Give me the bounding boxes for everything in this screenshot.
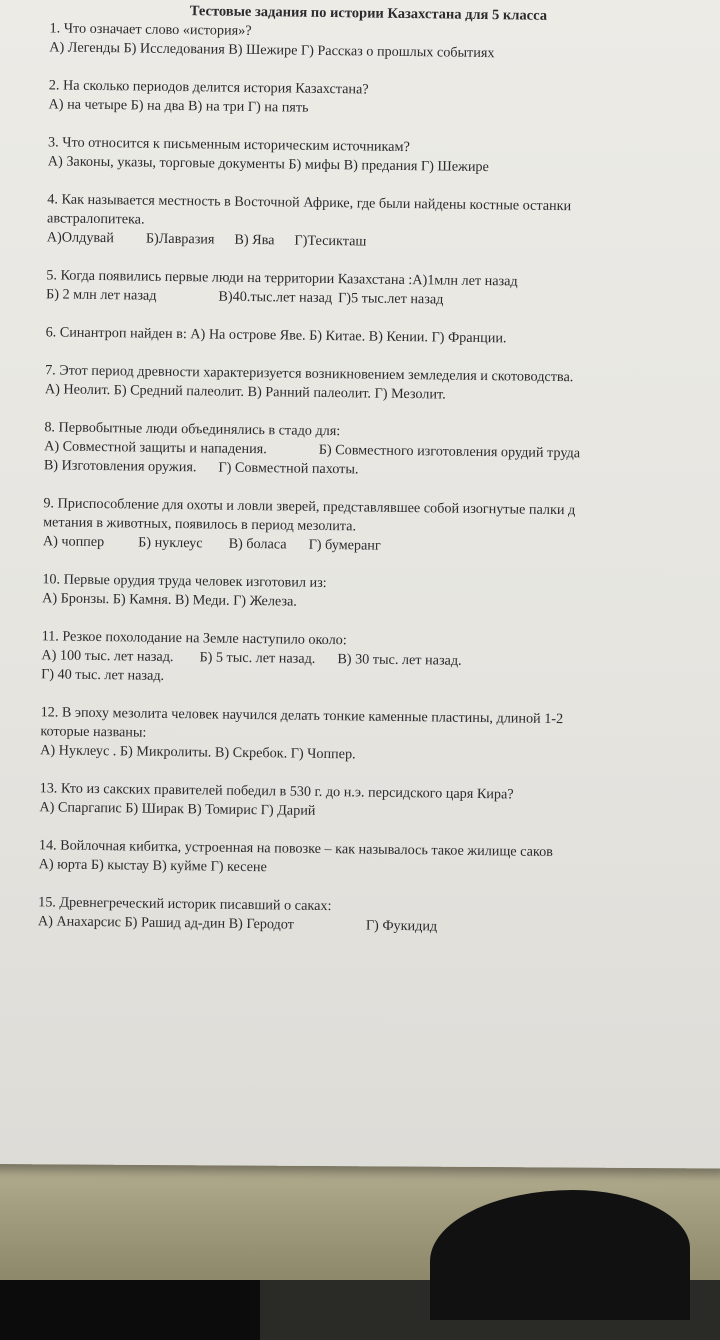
answer-option: Г) Совместной пахоты. [218,459,359,478]
answer-option: Б) 5 тыс. лет назад. [199,649,316,667]
answer-option: А) Анахарсис Б) Рашид ад-дин В) Геродот [37,913,295,933]
answer-option: В) 30 тыс. лет назад. [337,651,462,669]
question-9 [43,494,720,560]
test-content [38,0,720,940]
answer-option: В) Изготовления оружия. [43,457,197,476]
answer-option: В) боласа [228,535,287,553]
answer-option: В) Ява [234,231,275,249]
answer-option: А)Олдувай [46,229,114,247]
question-text: метания в животных, появилось в период мезолита. [43,514,357,535]
answer-option: А) Спаргапис Б) Ширак В) Томирис Г) Дарий [39,799,316,819]
answer-option: Г) бумеранг [308,536,381,554]
answer-option: А) на четыре Б) на два В) на три Г) на пять [48,96,309,116]
question-text: 14. Войлочная кибитка, устроенная на повозке – как называлось такое жилище саков [38,837,554,860]
question-text: 13. Кто из сакских правителей победил в 530 г. до н.э. персидского царя Кира? [39,780,514,803]
question-text: 5. Когда появились первые люди на территории Казахстана :А)1млн лет назад [46,267,518,290]
question-12 [40,703,720,769]
answer-option: Г) Фукидид [365,917,438,935]
question-text: которые названы: [40,723,147,741]
question-text: 12. В эпоху мезолита человек научился делать тонкие каменные пластины, длиной 1-2 [40,704,564,728]
answer-option: Б) нуклеус [138,534,203,552]
question-15 [38,893,720,940]
question-8 [44,418,720,484]
question-text: 4. Как называется местность в Восточной Африке, где были найдены костные останки [47,191,572,215]
answer-option: Г)5 тыс.лет назад [338,290,444,308]
answer-option: А) Законы, указы, торговые документы Б) мифы В) предания Г) Шежире [47,153,489,176]
answer-option: А) чоппер [42,533,105,551]
question-text: 7. Этот период древности характеризуется возникновением земледелия и скотоводства. [45,362,574,386]
question-4 [47,190,720,256]
question-text: 1. Что означает слово «история»? [49,20,252,39]
answer-option: А) Совместной защиты и нападения. [44,438,267,458]
answer-option: А) Бронзы. Б) Камня. В) Меди. Г) Железа. [42,590,298,610]
question-text: 8. Первобытные люди объединялись в стадо для: [44,419,341,440]
answer-option: А) 100 тыс. лет назад. [41,647,174,666]
question-text: 15. Древнегреческий историк писавший о саках: [38,894,332,915]
answer-option: Г) 40 тыс. лет назад. [41,666,165,684]
answer-option: Б)Лавразия [145,230,215,248]
answer-option: А) юрта Б) кыстау В) куйме Г) кесене [38,856,267,876]
page-title: Тестовые задания по истории Казахстана для 5 класса [189,3,548,24]
question-text: 10. Первые орудия труда человек изготовил из: [42,571,327,592]
question-text: 3. Что относится к письменным историческим источникам? [47,134,410,156]
question-text: 9. Приспособление для охоты и ловли зверей, представлявшее собой изогнутые палки д [43,495,576,519]
answer-option: А) Легенды Б) Исследования В) Шежире Г) Рассказ о прошлых событиях [49,39,495,62]
question-text: 11. Резкое похолодание на Земле наступило около: [41,628,347,649]
answer-option: В)40.тыс.лет назад [218,288,333,307]
answer-option: А) Неолит. Б) Средний палеолит. В) Ранний палеолит. Г) Мезолит. [44,381,446,403]
question-list [38,19,720,940]
question-11 [41,627,720,693]
question-text: 2. На сколько периодов делится история Казахстана? [48,77,369,98]
question-text: 6. Синантроп найден в: А) На острове Яве. Б) Китае. В) Кении. Г) Франции. [45,324,507,347]
question-text: австралопитека. [47,210,145,228]
answer-option: Г)Тесикташ [294,232,367,250]
answer-option: Б) 2 млн лет назад [46,286,157,304]
answer-option: Б) Совместного изготовления орудий труда [318,441,581,462]
answer-option: А) Нуклеус . Б) Микролиты. В) Скребок. Г) Чоппер. [40,742,356,763]
